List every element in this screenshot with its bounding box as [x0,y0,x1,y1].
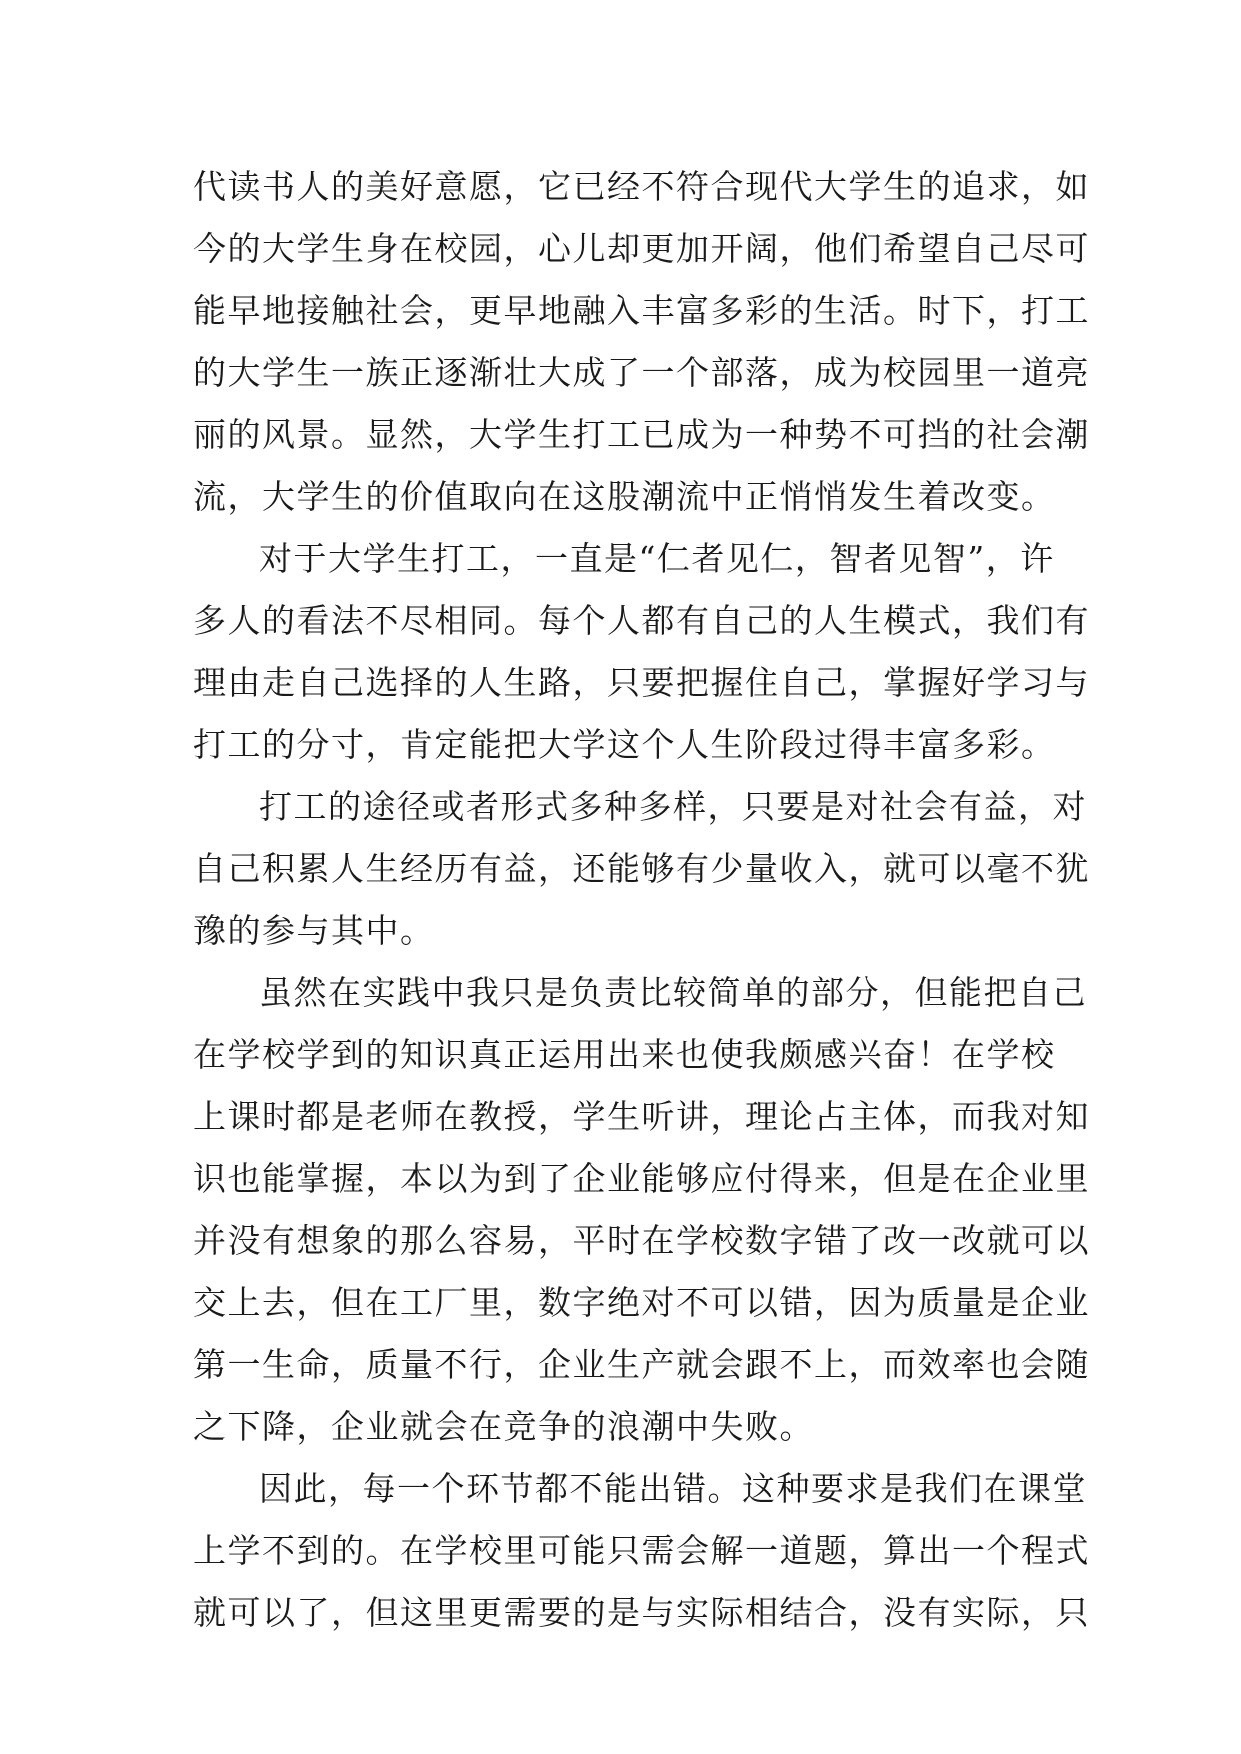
text-line: 豫的参与其中。 [193,911,435,950]
paragraph-first-line: 虽然在实践中我只是负责比较简单的部分，但能把自己 [259,973,1087,1012]
paragraph-first-line: 因此，每一个环节都不能出错。这种要求是我们在课堂 [259,1469,1087,1508]
paragraph-first-line: 对于大学生打工，一直是“仁者见仁，智者见智”，许 [259,539,1055,578]
text-line: 多人的看法不尽相同。每个人都有自己的人生模式，我们有 [193,601,1090,640]
text-line: 在学校学到的知识真正运用出来也使我颇感兴奋！在学校 [193,1035,1056,1074]
text-line: 丽的风景。显然，大学生打工已成为一种势不可挡的社会潮 [193,415,1090,454]
text-line: 流，大学生的价值取向在这股潮流中正悄悄发生着改变。 [193,477,1056,516]
text-line: 的大学生一族正逐渐壮大成了一个部落，成为校园里一道亮 [193,353,1090,392]
text-line: 识也能掌握，本以为到了企业能够应付得来，但是在企业里 [193,1159,1090,1198]
text-line: 理由走自己选择的人生路，只要把握住自己，掌握好学习与 [193,663,1090,702]
text-line: 代读书人的美好意愿，它已经不符合现代大学生的追求，如 [193,167,1090,206]
text-line: 打工的分寸，肯定能把大学这个人生阶段过得丰富多彩。 [193,725,1056,764]
text-line: 上课时都是老师在教授，学生听讲，理论占主体，而我对知 [193,1097,1090,1136]
text-line: 之下降，企业就会在竞争的浪潮中失败。 [193,1407,814,1446]
paragraph-first-line: 打工的途径或者形式多种多样，只要是对社会有益，对 [259,787,1087,826]
text-line: 上学不到的。在学校里可能只需会解一道题，算出一个程式 [193,1531,1090,1570]
text-line: 并没有想象的那么容易，平时在学校数字错了改一改就可以 [193,1221,1090,1260]
text-line: 能早地接触社会，更早地融入丰富多彩的生活。时下，打工 [193,291,1090,330]
text-line: 就可以了，但这里更需要的是与实际相结合，没有实际，只 [193,1593,1090,1632]
text-line: 第一生命，质量不行，企业生产就会跟不上，而效率也会随 [193,1345,1090,1384]
text-line: 今的大学生身在校园，心儿却更加开阔，他们希望自己尽可 [193,229,1090,268]
body-text [193,156,1090,1644]
text-line: 自己积累人生经历有益，还能够有少量收入，就可以毫不犹 [193,849,1090,888]
text-line: 交上去，但在工厂里，数字绝对不可以错，因为质量是企业 [193,1283,1090,1322]
